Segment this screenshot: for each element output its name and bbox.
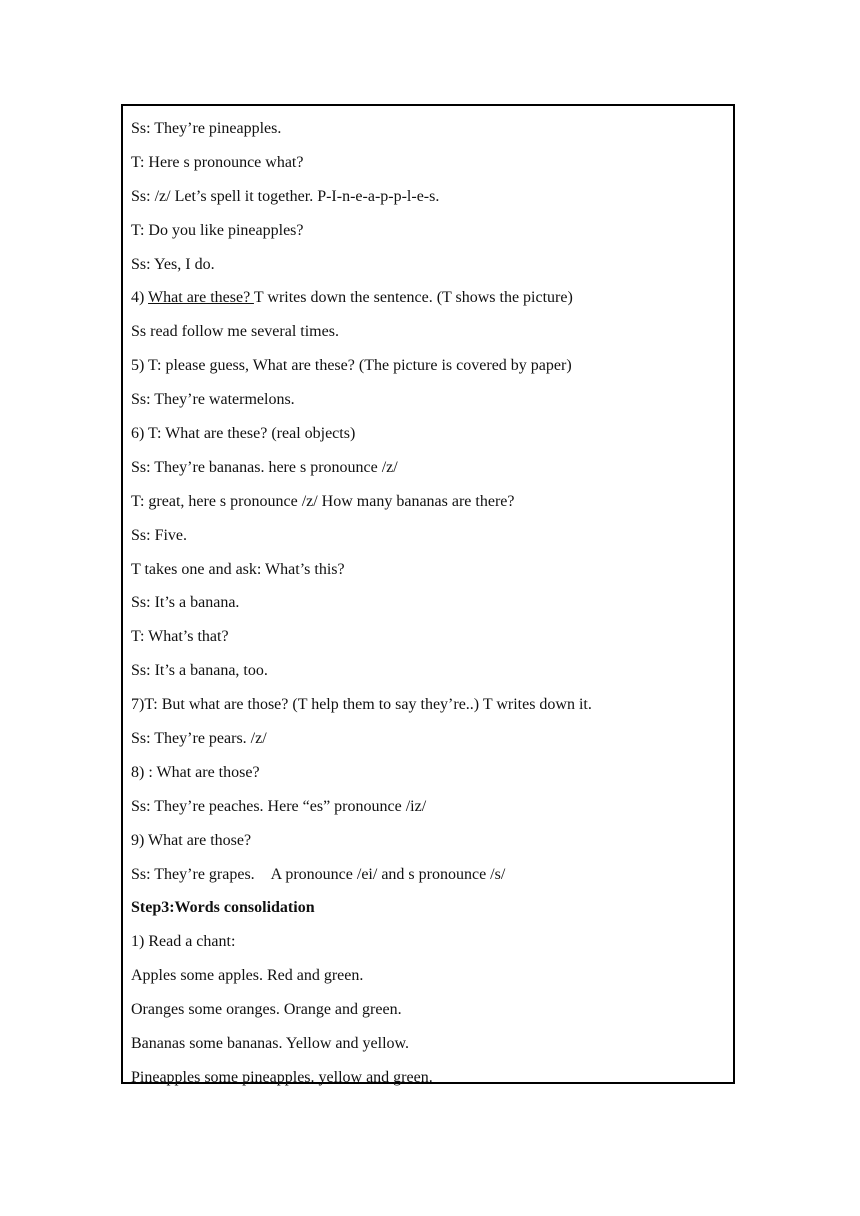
text-line: Ss: Yes, I do. [131,255,215,273]
step-heading: Step3:Words consolidation [131,899,315,917]
lesson-text [131,112,725,1095]
item-number: 4) [131,289,145,307]
text-line: T: Do you like pineapples? [131,221,304,239]
text-line: T: Here s pronounce what? [131,153,304,171]
underlined-question: What are these? [148,289,254,307]
line-rest: T writes down the sentence. (T shows the picture) [253,289,573,307]
chant-line: Oranges some oranges. Orange and green. [131,1001,402,1019]
text-line: Ss: It’s a banana. [131,594,240,612]
chant-line: Pineapples some pineapples. yellow and green. [131,1068,433,1086]
text-line: Ss read follow me several times. [131,323,339,341]
text-line: Ss: They’re grapes. A pronounce /ei/ and s pronounce /s/ [131,865,506,883]
text-line: Ss: They’re bananas. here s pronounce /z/ [131,458,398,476]
text-line: 7)T: But what are those? (T help them to say they’re..) T writes down it. [131,696,592,714]
text-line-4 [131,281,725,315]
text-line: T takes one and ask: What’s this? [131,560,345,578]
text-line: Ss: They’re pears. /z/ [131,730,267,748]
text-line: Ss: It’s a banana, too. [131,662,268,680]
text-line: Ss: They’re watermelons. [131,391,295,409]
text-line: 8) : What are those? [131,763,260,781]
text-line: 6) T: What are these? (real objects) [131,425,356,443]
chant-line: Apples some apples. Red and green. [131,967,364,985]
text-line: 5) T: please guess, What are these? (The picture is covered by paper) [131,357,572,375]
lesson-table-cell [121,104,735,1084]
text-line: T: great, here s pronounce /z/ How many bananas are there? [131,492,515,510]
chant-line: Bananas some bananas. Yellow and yellow. [131,1035,410,1053]
text-line: T: What’s that? [131,628,229,646]
text-line: Ss: /z/ Let’s spell it together. P-I-n-e-a-p-p-l-e-s. [131,187,440,205]
text-line: Ss: They’re peaches. Here “es” pronounce /iz/ [131,797,427,815]
text-line: 1) Read a chant: [131,933,236,951]
text-line: 9) What are those? [131,831,252,849]
text-line: Ss: Five. [131,526,188,544]
text-line: Ss: They’re pineapples. [131,120,282,137]
